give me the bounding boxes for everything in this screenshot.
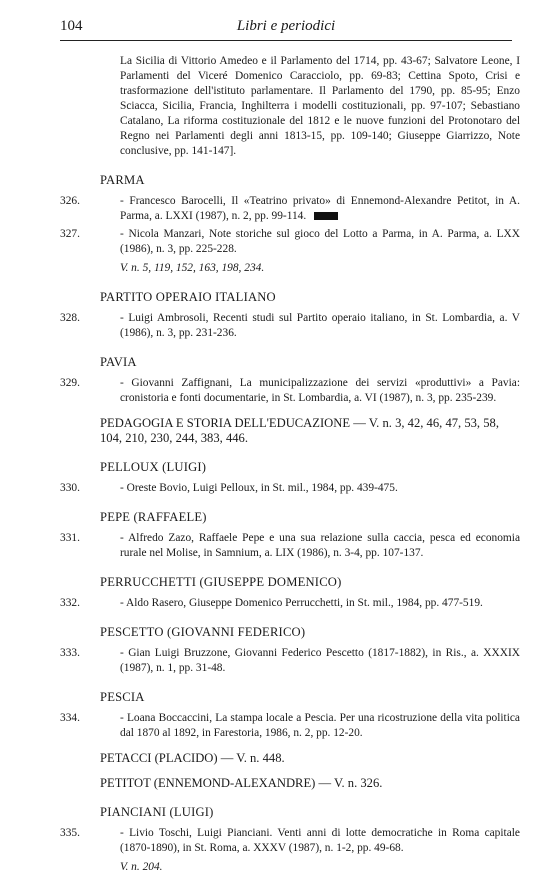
entry-333 (60, 646, 520, 676)
running-title: Libri e periodici (236, 18, 336, 34)
entry-text: - Gian Luigi Bruzzone, Giovanni Federico Pescetto (1817-1882), in Ris., a. XXXIX (1987), n. 1, pp. 31-48. (120, 647, 520, 674)
section-pepe (60, 510, 520, 561)
cross-reference: V. n. 204. (120, 861, 163, 873)
section-perrucchetti (60, 575, 520, 611)
entry-326 (60, 194, 520, 224)
entry-329 (60, 376, 520, 406)
entry-text: - Francesco Barocelli, Il «Teatrino privato» di Ennemond-Alexandre Petitot, in A. Parma, a. LXXI (1987), n. 2, pp. 99-114. (120, 195, 520, 222)
page-header (60, 16, 512, 41)
entry-number: 332. (60, 597, 80, 609)
section-pianciani (60, 805, 520, 875)
entry-number: 333. (60, 647, 80, 659)
entry-text: - Aldo Rasero, Giuseppe Domenico Perrucchetti, in St. mil., 1984, pp. 477-519. (120, 597, 483, 609)
section-heading: PARTITO OPERAIO ITALIANO (100, 290, 276, 304)
section-heading: PARMA (100, 173, 145, 187)
section-partito-operaio (60, 290, 520, 341)
section-heading: PIANCIANI (LUIGI) (100, 805, 214, 819)
section-pavia (60, 355, 520, 406)
section-pedagogia: PEDAGOGIA E STORIA DELL'EDUCAZIONE — V. n. 3, 42, 46, 47, 53, 58, 104, 210, 230, 244, 383, 446. (100, 416, 499, 445)
entry-text: - Nicola Manzari, Note storiche sul gioco del Lotto a Parma, in A. Parma, a. LXX (1986), n. 3, pp. 225-228. (120, 228, 520, 255)
entry-text: - Loana Boccaccini, La stampa locale a Pescia. Per una ricostruzione della vita politica dal 1870 al 1892, in Farestoria, 1986, n. 2, pp. 12-20. (120, 712, 520, 739)
section-heading: PESCIA (100, 690, 145, 704)
bibliography-content (60, 54, 520, 875)
entry-332 (60, 596, 520, 611)
section-heading: PEPE (RAFFAELE) (100, 510, 207, 524)
entry-number: 334. (60, 712, 80, 724)
entry-number: 335. (60, 827, 80, 839)
section-heading: PELLOUX (LUIGI) (100, 460, 207, 474)
section-parma (60, 173, 520, 276)
entry-text: - Giovanni Zaffignani, La municipalizzazione dei servizi «produttivi» a Pavia: cronistoria e fonti documentarie, in St. Lombardia, a. VI (1987), n. 3, pp. 235-239. (120, 377, 520, 404)
entry-text: - Alfredo Zazo, Raffaele Pepe e una sua relazione sulla caccia, pesca ed economia rurale nel Molise, in Samnium, a. LIX (1986), n. 3-4, pp. 107-137. (120, 532, 520, 559)
continuation-paragraph: La Sicilia di Vittorio Amedeo e il Parlamento del 1714, pp. 43-67; Salvatore Leone, I Parlamenti del Viceré Domenico Caracciolo, pp. 69-83; Cettina Spoto, Crisi e trasformazione dell'istituto parlamentare. Il Parlamento del 1790, pp. 85-95; Enzo Sciacca, Sicilia, Francia, Inghilterra i modelli costituzionali, pp. 97-107; Sebastiano Catalano, La riforma costituzionale del 1812 e le nuove funzioni del Protonotaro del Regno nei Parlamenti degli anni 1813-15, pp. 109-140; Giuseppe Giarrizzo, Note conclusive, pp. 141-147]. (120, 55, 520, 157)
entry-335 (60, 826, 520, 856)
entry-number: 327. (60, 228, 80, 240)
section-petitot: PETITOT (ENNEMOND-ALEXANDRE) — V. n. 326. (100, 776, 383, 790)
page-number: 104 (60, 18, 83, 34)
entry-328 (60, 311, 520, 341)
entry-number: 329. (60, 377, 80, 389)
cross-reference: V. n. 5, 119, 152, 163, 198, 234. (120, 262, 265, 274)
section-pelloux (60, 460, 520, 496)
entry-334 (60, 711, 520, 741)
section-pescetto (60, 625, 520, 676)
entry-text: - Luigi Ambrosoli, Recenti studi sul Partito operaio italiano, in St. Lombardia, a. V (1986), n. 3, pp. 231-236. (120, 312, 520, 339)
section-petacci: PETACCI (PLACIDO) — V. n. 448. (100, 751, 285, 765)
section-pescia (60, 690, 520, 741)
entry-text: - Oreste Bovio, Luigi Pelloux, in St. mil., 1984, pp. 439-475. (120, 482, 398, 494)
entry-number: 331. (60, 532, 80, 544)
entry-number: 330. (60, 482, 80, 494)
entry-330 (60, 481, 520, 496)
entry-number: 328. (60, 312, 80, 324)
entry-327 (60, 227, 520, 257)
section-heading: PESCETTO (GIOVANNI FEDERICO) (100, 625, 306, 639)
entry-number: 326. (60, 195, 80, 207)
marker-icon (314, 212, 338, 220)
section-heading: PERRUCCHETTI (GIUSEPPE DOMENICO) (100, 575, 342, 589)
entry-331 (60, 531, 520, 561)
entry-text: - Livio Toschi, Luigi Pianciani. Venti anni di lotte democratiche in Roma capitale (1870-1890), in St. Roma, a. XXXV (1987), n. 1-2, pp. 49-68. (120, 827, 520, 854)
section-heading: PAVIA (100, 355, 137, 369)
